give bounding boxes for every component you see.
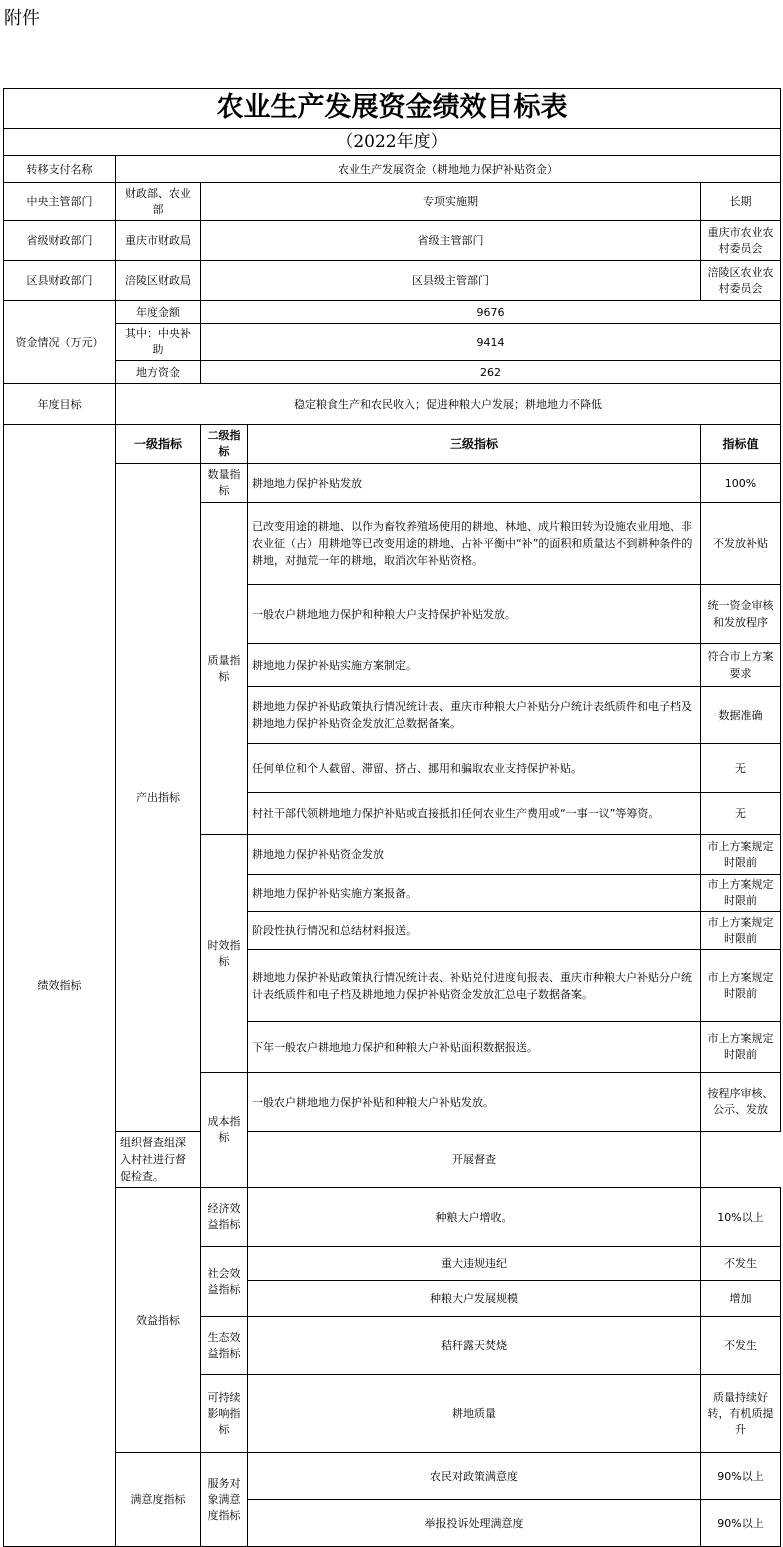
item-value: 市上方案规定时限前 bbox=[701, 835, 781, 875]
item-text: 耕地地力保护补贴实施方案报备。 bbox=[248, 875, 701, 912]
l2-ecological: 生态效益指标 bbox=[201, 1317, 248, 1375]
item-value: 无 bbox=[701, 744, 781, 793]
item-value: 不发放补贴 bbox=[701, 503, 781, 585]
item-value: 符合市上方案要求 bbox=[701, 644, 781, 687]
item-value: 市上方案规定时限前 bbox=[701, 875, 781, 912]
item-text: 组织督查组深入村社进行督促检查。 bbox=[116, 1132, 201, 1188]
impl-period: 长期 bbox=[701, 183, 781, 221]
l2-quantity: 数量指标 bbox=[201, 464, 248, 503]
satisfaction-indicator-label: 满意度指标 bbox=[116, 1453, 201, 1547]
district-dept: 涪陵区农业农村委员会 bbox=[701, 261, 781, 301]
item-text: 重大违规违纪 bbox=[248, 1247, 701, 1281]
annual-amount: 9676 bbox=[201, 301, 781, 324]
header-level3: 三级指标 bbox=[248, 425, 701, 464]
annual-goal: 稳定粮食生产和农民收入；促进种粮大户发展；耕地地力不降低 bbox=[116, 384, 781, 425]
item-value: 开展督查 bbox=[248, 1132, 701, 1188]
header-value: 指标值 bbox=[701, 425, 781, 464]
prov-finance: 重庆市财政局 bbox=[116, 221, 201, 261]
item-value: 按程序审核、公示、发放 bbox=[701, 1073, 781, 1132]
item-value: 市上方案规定时限前 bbox=[701, 950, 781, 1022]
item-value: 数据准确 bbox=[701, 687, 781, 744]
l2-sustainable: 可持续影响指标 bbox=[201, 1375, 248, 1453]
district-finance-label: 区县财政部门 bbox=[4, 261, 116, 301]
header-level2: 二级指标 bbox=[201, 425, 248, 464]
district-dept-label: 区县级主管部门 bbox=[201, 261, 701, 301]
local-funds: 262 bbox=[201, 361, 781, 384]
item-text: 阶段性执行情况和总结材料报送。 bbox=[248, 912, 701, 950]
l2-economic: 经济效益指标 bbox=[201, 1188, 248, 1247]
perf-indicator-label: 绩效指标 bbox=[4, 425, 116, 1547]
project-name-label: 转移支付名称 bbox=[4, 156, 116, 183]
attachment-label: 附件 bbox=[4, 8, 40, 29]
district-finance: 涪陵区财政局 bbox=[116, 261, 201, 301]
annual-amount-label: 年度金额 bbox=[116, 301, 201, 324]
l2-quality: 质量指标 bbox=[201, 503, 248, 835]
item-value: 不发生 bbox=[701, 1317, 781, 1375]
item-text: 耕地地力保护补贴实施方案制定。 bbox=[248, 644, 701, 687]
item-text: 举报投诉处理满意度 bbox=[248, 1500, 701, 1547]
impl-period-label: 专项实施期 bbox=[201, 183, 701, 221]
item-value: 90%以上 bbox=[701, 1453, 781, 1500]
item-text: 农民对政策满意度 bbox=[248, 1453, 701, 1500]
prov-dept: 重庆市农业农村委员会 bbox=[701, 221, 781, 261]
item-text: 任何单位和个人截留、滞留、挤占、挪用和骗取农业支持保护补贴。 bbox=[248, 744, 701, 793]
item-value: 不发生 bbox=[701, 1247, 781, 1281]
output-indicator-label: 产出指标 bbox=[116, 464, 201, 1132]
item-value: 100% bbox=[701, 464, 781, 503]
l2-service: 服务对象满意度指标 bbox=[201, 1453, 248, 1547]
item-text: 耕地地力保护补贴发放 bbox=[248, 464, 701, 503]
item-text: 种粮大户发展规模 bbox=[248, 1281, 701, 1317]
item-value: 90%以上 bbox=[701, 1500, 781, 1547]
l2-cost: 成本指标 bbox=[201, 1073, 248, 1188]
local-funds-label: 地方资金 bbox=[116, 361, 201, 384]
l2-social: 社会效益指标 bbox=[201, 1247, 248, 1317]
item-value: 统一资金审核和发放程序 bbox=[701, 585, 781, 644]
item-value: 质量持续好转，有机质提升 bbox=[701, 1375, 781, 1453]
l2-timeliness: 时效指标 bbox=[201, 835, 248, 1073]
project-name: 农业生产发展资金（耕地地力保护补贴资金） bbox=[116, 156, 781, 183]
item-text: 种粮大户增收。 bbox=[248, 1188, 701, 1247]
item-value: 市上方案规定时限前 bbox=[701, 1022, 781, 1073]
performance-table bbox=[3, 88, 781, 1547]
central-dept: 财政部、农业部 bbox=[116, 183, 201, 221]
item-text: 一般农户耕地地力保护和种粮大户支持保护补贴发放。 bbox=[248, 585, 701, 644]
funds-label: 资金情况（万元） bbox=[4, 301, 116, 384]
item-text: 耕地地力保护补贴政策执行情况统计表、补贴兑付进度旬报表、重庆市种粮大户补贴分户统计表纸质件和电子档及耕地地力保护补贴资金发放汇总电子数据备案。 bbox=[248, 950, 701, 1022]
table-year: （2022年度） bbox=[4, 129, 781, 156]
benefit-indicator-label: 效益指标 bbox=[116, 1188, 201, 1453]
item-text: 耕地质量 bbox=[248, 1375, 701, 1453]
table-title: 农业生产发展资金绩效目标表 bbox=[4, 89, 781, 129]
item-value: 增加 bbox=[701, 1281, 781, 1317]
item-text: 村社干部代领耕地地力保护补贴或直接抵扣任何农业生产费用或“一事一议”等筹资。 bbox=[248, 793, 701, 835]
central-subsidy-label: 其中：中央补助 bbox=[116, 324, 201, 361]
header-level1: 一级指标 bbox=[116, 425, 201, 464]
central-dept-label: 中央主管部门 bbox=[4, 183, 116, 221]
central-subsidy: 9414 bbox=[201, 324, 781, 361]
item-value: 10%以上 bbox=[701, 1188, 781, 1247]
item-text: 耕地地力保护补贴资金发放 bbox=[248, 835, 701, 875]
item-text: 一般农户耕地地力保护补贴和种粮大户补贴发放。 bbox=[248, 1073, 701, 1132]
item-text: 下年一般农户耕地地力保护和种粮大户补贴面积数据报送。 bbox=[248, 1022, 701, 1073]
item-value: 市上方案规定时限前 bbox=[701, 912, 781, 950]
item-value: 无 bbox=[701, 793, 781, 835]
item-text: 已改变用途的耕地、以作为畜牧养殖场使用的耕地、林地、成片粮田转为设施农业用地、非农业征（占）用耕地等已改变用途的耕地、占补平衡中“补”的面积和质量达不到耕种条件的耕地，对抛荒一年的耕地，取消次年补贴资格。 bbox=[248, 503, 701, 585]
annual-goal-label: 年度目标 bbox=[4, 384, 116, 425]
item-text: 耕地地力保护补贴政策执行情况统计表、重庆市种粮大户补贴分户统计表纸质件和电子档及耕地地力保护补贴资金发放汇总数据备案。 bbox=[248, 687, 701, 744]
prov-finance-label: 省级财政部门 bbox=[4, 221, 116, 261]
prov-dept-label: 省级主管部门 bbox=[201, 221, 701, 261]
item-text: 秸秆露天焚烧 bbox=[248, 1317, 701, 1375]
